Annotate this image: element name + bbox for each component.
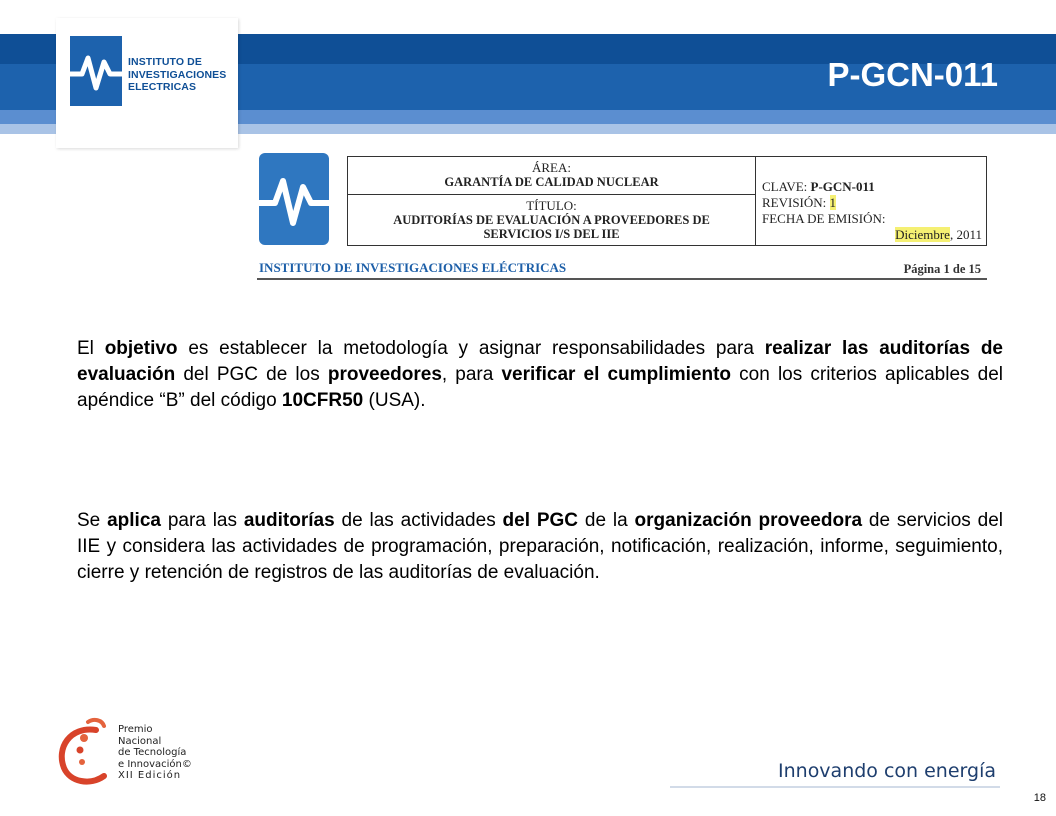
- para2-bold-1: aplica: [107, 510, 161, 531]
- document-header-institute: INSTITUTO DE INVESTIGACIONES ELÉCTRICAS: [259, 260, 567, 275]
- para2-bold-4: organización proveedora: [634, 510, 863, 531]
- footer-slogan: [670, 760, 1000, 800]
- award-logo: [50, 712, 220, 792]
- award-line4: e Innovación©: [118, 758, 192, 770]
- iie-logo-text: [128, 56, 236, 94]
- header-band: [0, 0, 1056, 150]
- fecha-month: Diciembre: [895, 227, 950, 242]
- document-header-page: Página 1 de 15: [903, 262, 981, 276]
- iie-logo: [56, 18, 238, 148]
- title-value-line2: SERVICIOS I/S DEL IIE: [483, 227, 620, 241]
- slogan-rule: [670, 786, 1000, 788]
- para2-text-1: Se: [77, 510, 108, 531]
- fecha-row: [762, 227, 988, 243]
- fecha-label: FECHA DE EMISIÓN:: [762, 211, 886, 226]
- area-cell: [348, 157, 755, 195]
- institute-line1: INSTITUTO DE: [128, 56, 202, 68]
- para1-bold-1: objetivo: [104, 338, 178, 359]
- para1-text-1: El: [77, 338, 105, 359]
- slogan-text: Innovando con energía: [778, 760, 996, 782]
- para1-text-3: del PGC de los: [175, 364, 328, 385]
- para2-bold-3: del PGC: [502, 510, 579, 531]
- revision-value: 1: [829, 195, 837, 210]
- para1-bold-2: realizar las auditorías de evaluación: [77, 338, 1003, 385]
- award-line3: de Tecnología: [118, 747, 187, 758]
- award-line5: XII Edición: [118, 770, 182, 781]
- revision-label: REVISIÓN:: [762, 195, 827, 210]
- award-text: [118, 724, 192, 782]
- para1-bold-3: proveedores: [327, 364, 442, 385]
- document-header-table: [347, 156, 987, 246]
- fecha-year: , 2011: [949, 227, 982, 242]
- area-label: ÁREA:: [532, 160, 571, 175]
- para2-bold-2: auditorías: [243, 510, 335, 531]
- institute-line3: ELECTRICAS: [128, 81, 197, 93]
- para1-text-2: es establecer la metodología y asignar responsabilidades para: [177, 338, 765, 359]
- scope-paragraph: [77, 508, 1003, 586]
- award-spiral-icon: [50, 712, 118, 790]
- document-header-rule: [257, 278, 987, 280]
- award-line2: Nacional: [118, 735, 162, 747]
- para1-text-5: con los criterios aplicables del apéndice “B” del código: [77, 364, 1003, 411]
- para1-bold-4: verificar el cumplimiento: [501, 364, 732, 385]
- title-cell: [348, 195, 755, 247]
- clave-row: [762, 179, 988, 195]
- para1-text-4: , para: [441, 364, 502, 385]
- clave-value: P-GCN-011: [810, 179, 875, 194]
- page-number: 18: [1033, 792, 1046, 804]
- para2-text-2: para las: [160, 510, 244, 531]
- para2-text-5: de servicios del IIE y considera las actividades de programación, preparación, notificación, realización, informe, seguimiento, cierre y retención de registros de las auditorías de evaluación.: [77, 510, 1003, 583]
- document-header-right: [762, 179, 988, 243]
- title-value-line1: AUDITORÍAS DE EVALUACIÓN A PROVEEDORES DE: [393, 213, 710, 227]
- para2-text-3: de las actividades: [334, 510, 503, 531]
- document-header-image: [252, 150, 987, 285]
- iie-small-logo-icon: [259, 153, 329, 245]
- area-value: GARANTÍA DE CALIDAD NUCLEAR: [444, 175, 659, 189]
- institute-line2: INVESTIGACIONES: [128, 68, 227, 81]
- para1-bold-5: 10CFR50: [281, 390, 364, 411]
- title-label: TÍTULO:: [526, 198, 577, 213]
- page-title: P-GCN-011: [827, 56, 998, 93]
- objective-paragraph: [77, 336, 1003, 414]
- award-line1: Premio: [118, 724, 153, 735]
- para1-text-6: (USA).: [363, 390, 426, 411]
- para2-text-4: de la: [578, 510, 635, 531]
- document-header-left: [348, 157, 756, 245]
- clave-label: CLAVE:: [762, 179, 808, 194]
- iie-logo-icon: [70, 36, 122, 106]
- revision-row: [762, 195, 988, 211]
